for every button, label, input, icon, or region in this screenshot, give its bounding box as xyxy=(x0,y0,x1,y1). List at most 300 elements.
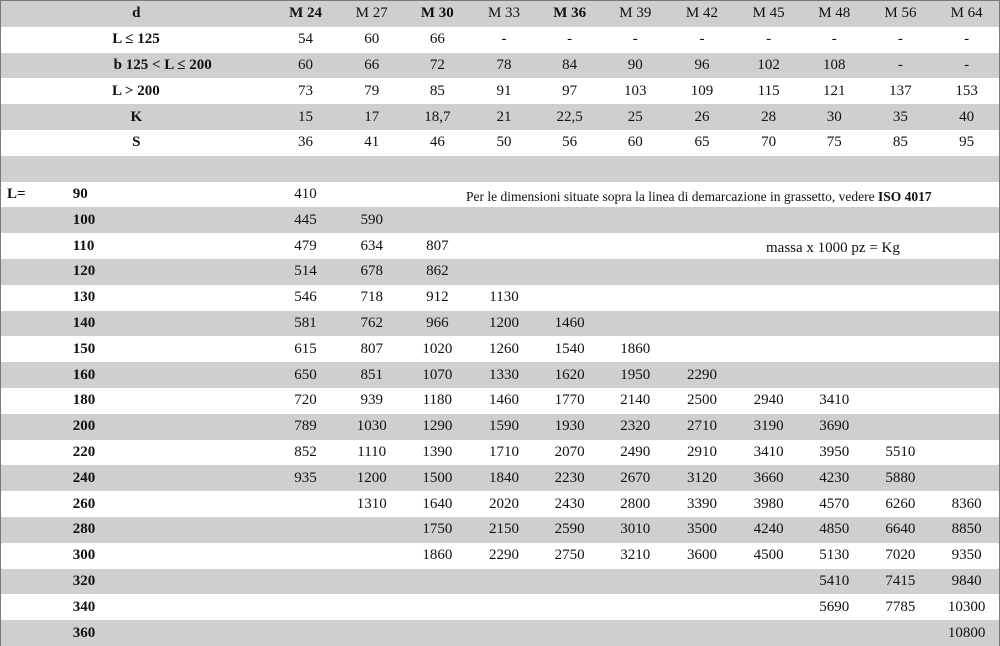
mass-value: 2020 xyxy=(471,491,538,517)
mass-value xyxy=(934,233,999,259)
length-value: 300 xyxy=(70,543,272,569)
mass-value: 2910 xyxy=(669,440,736,466)
mass-value: 4500 xyxy=(735,543,802,569)
mass-value xyxy=(669,336,736,362)
mass-value: 762 xyxy=(339,311,404,337)
dimension-row xyxy=(1,53,999,79)
note-standard: ISO 4017 xyxy=(877,189,932,204)
mass-value xyxy=(602,594,669,620)
mass-value xyxy=(602,259,669,285)
dimension-value: 137 xyxy=(867,78,935,104)
dimension-label: b 125 < L ≤ 200 xyxy=(1,53,272,79)
length-prefix-empty xyxy=(1,388,70,414)
mass-value xyxy=(934,465,999,491)
mass-value: 3660 xyxy=(735,465,802,491)
dimension-value: 103 xyxy=(602,78,669,104)
mass-value xyxy=(867,388,935,414)
size-header: M 45 xyxy=(735,1,802,27)
mass-value: 3980 xyxy=(735,491,802,517)
length-prefix-empty xyxy=(1,207,70,233)
mass-value xyxy=(934,414,999,440)
mass-value xyxy=(471,259,538,285)
dimension-value: - xyxy=(471,27,538,53)
dimension-value: - xyxy=(669,27,736,53)
length-value: 360 xyxy=(70,620,272,646)
dimension-value: - xyxy=(735,27,802,53)
length-value: 220 xyxy=(70,440,272,466)
mass-value: 410 xyxy=(272,182,340,208)
mass-value: 1640 xyxy=(404,491,471,517)
mass-value: 590 xyxy=(339,207,404,233)
dimension-value: 28 xyxy=(735,104,802,130)
mass-value: 546 xyxy=(272,285,340,311)
dimension-value: 79 xyxy=(339,78,404,104)
separator-cell xyxy=(1,156,999,182)
dimension-value: 56 xyxy=(537,130,602,156)
mass-value: 2490 xyxy=(602,440,669,466)
dimension-value: 15 xyxy=(272,104,340,130)
mass-value: 10300 xyxy=(934,594,999,620)
mass-value xyxy=(867,285,935,311)
mass-value: 2710 xyxy=(669,414,736,440)
length-prefix-empty xyxy=(1,517,70,543)
mass-value xyxy=(602,569,669,595)
mass-value xyxy=(934,259,999,285)
mass-value: 2230 xyxy=(537,465,602,491)
mass-value xyxy=(404,620,471,646)
mass-value: 1330 xyxy=(471,362,538,388)
mass-value xyxy=(602,620,669,646)
mass-value xyxy=(802,362,867,388)
dimension-value: 85 xyxy=(867,130,935,156)
mass-row xyxy=(1,207,999,233)
mass-value xyxy=(867,362,935,388)
mass-row xyxy=(1,259,999,285)
dimension-value: 73 xyxy=(272,78,340,104)
mass-value: 1540 xyxy=(537,336,602,362)
mass-row xyxy=(1,311,999,337)
mass-value: 862 xyxy=(404,259,471,285)
length-prefix-empty xyxy=(1,259,70,285)
mass-value: 1500 xyxy=(404,465,471,491)
mass-value xyxy=(272,517,340,543)
mass-value xyxy=(602,233,669,259)
length-value: 320 xyxy=(70,569,272,595)
mass-value xyxy=(339,620,404,646)
dimension-label: S xyxy=(1,130,272,156)
length-prefix-empty xyxy=(1,491,70,517)
mass-value xyxy=(867,311,935,337)
mass-row xyxy=(1,388,999,414)
dimension-value: 70 xyxy=(735,130,802,156)
dimension-row xyxy=(1,27,999,53)
mass-value: 581 xyxy=(272,311,340,337)
dimension-row xyxy=(1,78,999,104)
mass-value: 5130 xyxy=(802,543,867,569)
dimension-value: 26 xyxy=(669,104,736,130)
mass-row xyxy=(1,336,999,362)
mass-value xyxy=(272,491,340,517)
mass-value xyxy=(735,569,802,595)
size-header: M 42 xyxy=(669,1,736,27)
mass-value: 1200 xyxy=(471,311,538,337)
mass-value xyxy=(867,414,935,440)
note-text: Per le dimensioni situate sopra la linea di demarcazione in grassetto, vedere xyxy=(466,189,878,204)
mass-value xyxy=(537,594,602,620)
dimension-value: 25 xyxy=(602,104,669,130)
dimension-value: 40 xyxy=(934,104,999,130)
mass-value: 2750 xyxy=(537,543,602,569)
mass-value: 7020 xyxy=(867,543,935,569)
dimension-value: 35 xyxy=(867,104,935,130)
mass-value: 7415 xyxy=(867,569,935,595)
separator-row xyxy=(1,156,999,182)
dimension-value: 21 xyxy=(471,104,538,130)
mass-value: 8850 xyxy=(934,517,999,543)
mass-value: 3600 xyxy=(669,543,736,569)
mass-value xyxy=(537,233,602,259)
mass-value: 445 xyxy=(272,207,340,233)
mass-value: 1590 xyxy=(471,414,538,440)
mass-value: 1180 xyxy=(404,388,471,414)
dimension-value: 84 xyxy=(537,53,602,79)
mass-row xyxy=(1,440,999,466)
mass-value: 2430 xyxy=(537,491,602,517)
mass-value xyxy=(802,259,867,285)
mass-value xyxy=(934,207,999,233)
dimension-value: 109 xyxy=(669,78,736,104)
mass-value: 1860 xyxy=(602,336,669,362)
mass-value xyxy=(669,233,736,259)
mass-row xyxy=(1,362,999,388)
dimension-value: - xyxy=(802,27,867,53)
mass-value xyxy=(537,569,602,595)
mass-value xyxy=(669,207,736,233)
mass-value: 7785 xyxy=(867,594,935,620)
length-prefix-empty xyxy=(1,440,70,466)
mass-value: 2290 xyxy=(669,362,736,388)
mass-value: 1020 xyxy=(404,336,471,362)
size-header: M 36 xyxy=(537,1,602,27)
size-header: M 56 xyxy=(867,1,935,27)
mass-value: 10800 xyxy=(934,620,999,646)
mass-value: 912 xyxy=(404,285,471,311)
mass-value: 9840 xyxy=(934,569,999,595)
dimension-value: 60 xyxy=(602,130,669,156)
mass-value: 1710 xyxy=(471,440,538,466)
mass-value xyxy=(669,259,736,285)
mass-value xyxy=(537,620,602,646)
table-body xyxy=(1,1,999,646)
mass-value xyxy=(272,569,340,595)
length-value: 150 xyxy=(70,336,272,362)
mass-value: 718 xyxy=(339,285,404,311)
mass-value xyxy=(404,569,471,595)
mass-value: 8360 xyxy=(934,491,999,517)
mass-value: 2320 xyxy=(602,414,669,440)
mass-value xyxy=(537,207,602,233)
mass-value xyxy=(934,336,999,362)
mass-value: 4570 xyxy=(802,491,867,517)
mass-value: 2800 xyxy=(602,491,669,517)
mass-value: 1750 xyxy=(404,517,471,543)
dimension-value: 121 xyxy=(802,78,867,104)
dimension-value: - xyxy=(934,27,999,53)
mass-value: 807 xyxy=(339,336,404,362)
mass-value: 634 xyxy=(339,233,404,259)
length-prefix: L= xyxy=(1,182,70,208)
dimension-value: 30 xyxy=(802,104,867,130)
mass-value xyxy=(471,569,538,595)
mass-value xyxy=(404,207,471,233)
mass-value: 2670 xyxy=(602,465,669,491)
mass-value xyxy=(471,233,538,259)
mass-value xyxy=(537,285,602,311)
length-value: 140 xyxy=(70,311,272,337)
mass-value: 3210 xyxy=(602,543,669,569)
length-prefix-empty xyxy=(1,620,70,646)
length-prefix-empty xyxy=(1,594,70,620)
size-header: M 48 xyxy=(802,1,867,27)
mass-value: 1070 xyxy=(404,362,471,388)
dimension-value: 85 xyxy=(404,78,471,104)
mass-value xyxy=(735,285,802,311)
dimension-value: 46 xyxy=(404,130,471,156)
mass-value: 2150 xyxy=(471,517,538,543)
dimension-table xyxy=(1,1,999,646)
length-prefix-empty xyxy=(1,543,70,569)
mass-value xyxy=(669,285,736,311)
mass-row xyxy=(1,491,999,517)
dimension-label: L > 200 xyxy=(1,78,272,104)
dimension-value: 97 xyxy=(537,78,602,104)
iso-reference-note xyxy=(466,189,932,205)
size-header: M 64 xyxy=(934,1,999,27)
mass-value xyxy=(735,362,802,388)
dimension-value: 96 xyxy=(669,53,736,79)
mass-value: 2140 xyxy=(602,388,669,414)
mass-value: 1200 xyxy=(339,465,404,491)
dimension-value: - xyxy=(537,27,602,53)
mass-value: 650 xyxy=(272,362,340,388)
mass-value: 2290 xyxy=(471,543,538,569)
mass-value: 5690 xyxy=(802,594,867,620)
length-prefix-empty xyxy=(1,311,70,337)
dimension-value: 65 xyxy=(669,130,736,156)
mass-row xyxy=(1,285,999,311)
mass-value xyxy=(272,543,340,569)
mass-unit-note: massa x 1000 pz = Kg xyxy=(766,240,900,256)
dimension-value: 91 xyxy=(471,78,538,104)
dimension-value: - xyxy=(867,27,935,53)
mass-value: 807 xyxy=(404,233,471,259)
length-value: 110 xyxy=(70,233,272,259)
dimension-value: 60 xyxy=(339,27,404,53)
mass-value: 1860 xyxy=(404,543,471,569)
dimension-label: L ≤ 125 xyxy=(1,27,272,53)
mass-value xyxy=(867,336,935,362)
mass-value xyxy=(802,207,867,233)
length-value: 160 xyxy=(70,362,272,388)
length-prefix-empty xyxy=(1,362,70,388)
mass-value: 720 xyxy=(272,388,340,414)
mass-value: 5880 xyxy=(867,465,935,491)
mass-value xyxy=(735,336,802,362)
mass-value: 5410 xyxy=(802,569,867,595)
dimension-value: 66 xyxy=(339,53,404,79)
mass-value: 3500 xyxy=(669,517,736,543)
mass-value: 2590 xyxy=(537,517,602,543)
length-value: 200 xyxy=(70,414,272,440)
mass-value xyxy=(802,620,867,646)
dimension-value: 17 xyxy=(339,104,404,130)
mass-value xyxy=(735,207,802,233)
dimension-value: 54 xyxy=(272,27,340,53)
mass-value xyxy=(735,259,802,285)
dimension-value: 41 xyxy=(339,130,404,156)
dimension-value: 78 xyxy=(471,53,538,79)
d-label: d xyxy=(1,1,272,27)
mass-value: 1110 xyxy=(339,440,404,466)
mass-value: 1260 xyxy=(471,336,538,362)
dimension-value: 75 xyxy=(802,130,867,156)
mass-value xyxy=(404,182,471,208)
length-prefix-empty xyxy=(1,569,70,595)
header-row xyxy=(1,1,999,27)
mass-value xyxy=(934,362,999,388)
mass-value: 1390 xyxy=(404,440,471,466)
mass-row xyxy=(1,465,999,491)
dimension-value: 108 xyxy=(802,53,867,79)
mass-value xyxy=(669,569,736,595)
size-header: M 39 xyxy=(602,1,669,27)
mass-value xyxy=(934,182,999,208)
mass-value xyxy=(339,594,404,620)
dimension-label: K xyxy=(1,104,272,130)
mass-value xyxy=(735,594,802,620)
mass-value: 3410 xyxy=(735,440,802,466)
length-value: 120 xyxy=(70,259,272,285)
dimension-value: 90 xyxy=(602,53,669,79)
mass-value: 1130 xyxy=(471,285,538,311)
mass-value xyxy=(669,594,736,620)
dimension-value: - xyxy=(934,53,999,79)
length-value: 130 xyxy=(70,285,272,311)
dimension-value: 18,7 xyxy=(404,104,471,130)
dimension-row xyxy=(1,130,999,156)
mass-value xyxy=(802,336,867,362)
mass-value xyxy=(339,543,404,569)
mass-value xyxy=(867,620,935,646)
mass-value: 2500 xyxy=(669,388,736,414)
length-value: 100 xyxy=(70,207,272,233)
dimension-value: 115 xyxy=(735,78,802,104)
mass-row xyxy=(1,414,999,440)
mass-value: 479 xyxy=(272,233,340,259)
mass-value: 2070 xyxy=(537,440,602,466)
mass-value: 1840 xyxy=(471,465,538,491)
length-value: 240 xyxy=(70,465,272,491)
length-value: 260 xyxy=(70,491,272,517)
dimension-value: 66 xyxy=(404,27,471,53)
mass-value xyxy=(934,388,999,414)
length-value: 180 xyxy=(70,388,272,414)
mass-row xyxy=(1,543,999,569)
size-header: M 24 xyxy=(272,1,340,27)
mass-value: 789 xyxy=(272,414,340,440)
mass-value: 6640 xyxy=(867,517,935,543)
mass-value: 678 xyxy=(339,259,404,285)
mass-value xyxy=(272,620,340,646)
mass-value: 966 xyxy=(404,311,471,337)
mass-value: 3390 xyxy=(669,491,736,517)
mass-value: 1950 xyxy=(602,362,669,388)
dimension-value: 153 xyxy=(934,78,999,104)
mass-value xyxy=(934,440,999,466)
mass-value: 4230 xyxy=(802,465,867,491)
length-value: 280 xyxy=(70,517,272,543)
mass-value: 6260 xyxy=(867,491,935,517)
mass-value xyxy=(602,207,669,233)
size-header: M 30 xyxy=(404,1,471,27)
dimension-value: 36 xyxy=(272,130,340,156)
size-header: M 27 xyxy=(339,1,404,27)
dimension-value: 22,5 xyxy=(537,104,602,130)
mass-value: 3410 xyxy=(802,388,867,414)
mass-value xyxy=(867,259,935,285)
mass-row xyxy=(1,569,999,595)
mass-value: 1620 xyxy=(537,362,602,388)
mass-value xyxy=(602,285,669,311)
mass-value xyxy=(802,311,867,337)
length-prefix-empty xyxy=(1,285,70,311)
dimension-value: - xyxy=(602,27,669,53)
mass-value: 3190 xyxy=(735,414,802,440)
dimension-value: 72 xyxy=(404,53,471,79)
mass-value: 1770 xyxy=(537,388,602,414)
mass-value xyxy=(602,311,669,337)
mass-value xyxy=(735,311,802,337)
mass-value xyxy=(272,594,340,620)
mass-value xyxy=(404,594,471,620)
mass-value: 4240 xyxy=(735,517,802,543)
mass-value: 9350 xyxy=(934,543,999,569)
mass-value: 852 xyxy=(272,440,340,466)
length-prefix-empty xyxy=(1,414,70,440)
length-prefix-empty xyxy=(1,233,70,259)
mass-value: 5510 xyxy=(867,440,935,466)
dimension-value: 50 xyxy=(471,130,538,156)
mass-value xyxy=(669,620,736,646)
mass-value xyxy=(867,207,935,233)
mass-value: 2940 xyxy=(735,388,802,414)
length-value: 340 xyxy=(70,594,272,620)
mass-value xyxy=(339,182,404,208)
mass-value xyxy=(934,311,999,337)
mass-value xyxy=(339,517,404,543)
mass-value xyxy=(802,285,867,311)
mass-value: 851 xyxy=(339,362,404,388)
mass-value xyxy=(471,207,538,233)
mass-value: 935 xyxy=(272,465,340,491)
length-prefix-empty xyxy=(1,336,70,362)
mass-value: 514 xyxy=(272,259,340,285)
mass-value: 1460 xyxy=(537,311,602,337)
mass-value: 3010 xyxy=(602,517,669,543)
mass-value xyxy=(339,569,404,595)
mass-value: 1460 xyxy=(471,388,538,414)
mass-value: 3950 xyxy=(802,440,867,466)
